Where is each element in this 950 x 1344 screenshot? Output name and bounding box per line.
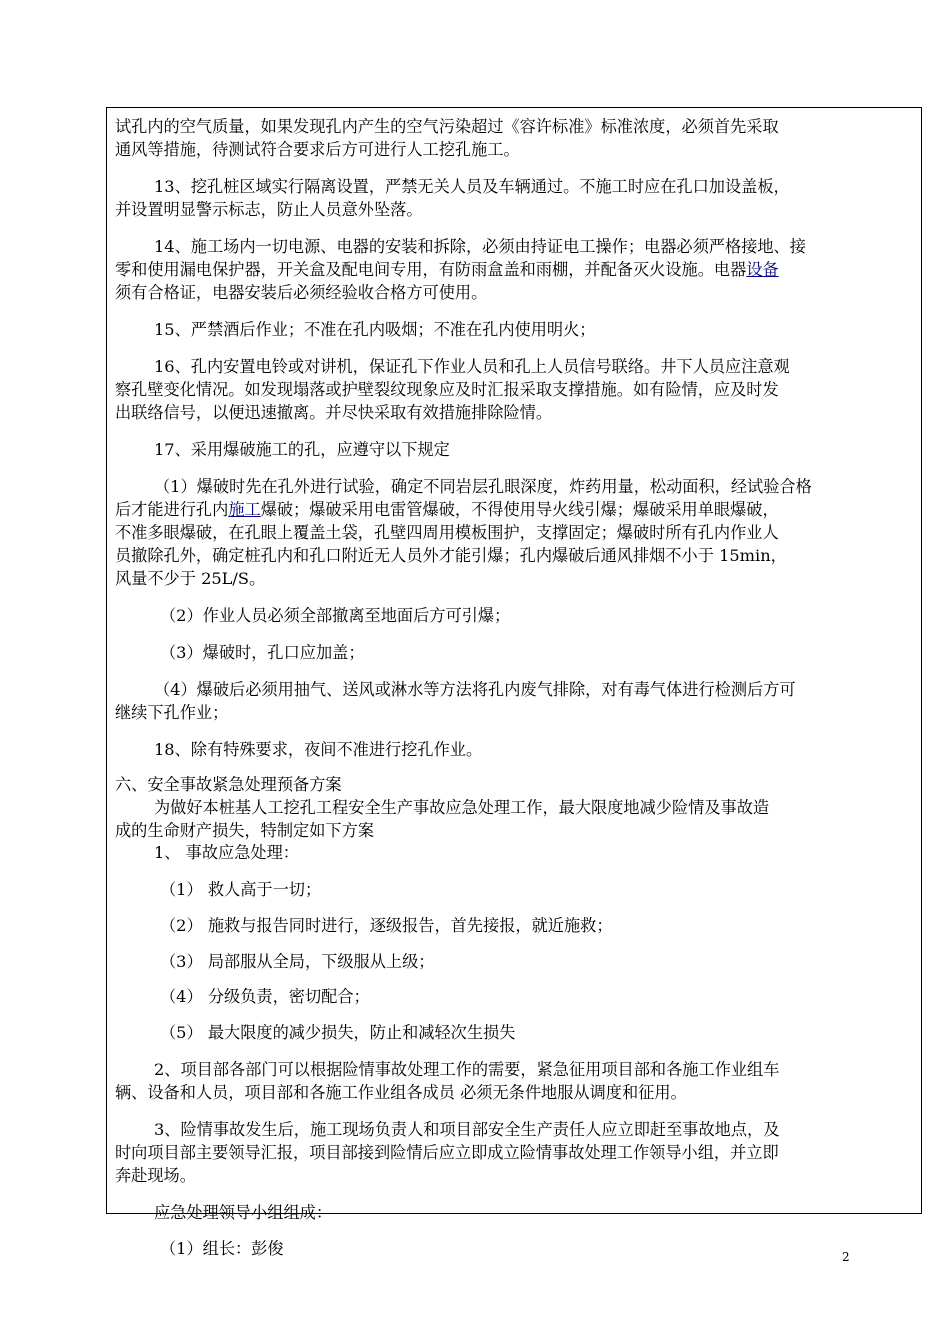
link-equipment[interactable]: 设备 xyxy=(746,260,779,279)
document-frame: 试孔内的空气质量，如果发现孔内产生的空气污染超过《容许标准》标准浓度，必须首先采取 通风等措施，待测试符合要求后方可进行人工挖孔施工。 13、挖孔桩区域实行隔离设置，严禁无关人员及车辆通过。不施工时应在孔口加设盖板， 并设置明显警示标志，防止人员意外坠落。 14、施工场内一切电源、电器的安装和拆除，必须由持证电工操作；电器必须严格接地、接 零和使用漏电保护器，开关盒及配电间专用，有防雨盒盖和雨棚，并配备灭火设施。电器设备 须有合格证，电器安装后必须经验收合格方可使用。 15、严禁酒后作业；不准在孔内吸烟；不准在孔内使用明火； 16、孔内安置电铃或对讲机，保证孔下作业人员和孔上人员信号联络。井下人员应注意观 察孔壁变化情况。如发现塌落或护壁裂纹现象应及时汇报采取支撑措施。如有险情，应及时发 出联络信号，以便迅速撤离。并尽快采取有效措施排除险情。 17、采用爆破施工的孔，应遵守以下规定 （1）爆破时先在孔外进行试验，确定不同岩层孔眼深度，炸药用量，松动面积，经试验合格 后才能进行孔内施工爆破；爆破采用电雷管爆破，不得使用导火线引爆；爆破采用单眼爆破， 不准多眼爆破，在孔眼上覆盖土袋，孔壁四周用模板围护，支撑固定；爆破时所有孔内作业人 员撤除孔外，确定桩孔内和孔口附近无人员外才能引爆；孔内爆破后通风排烟不小于 15min， 风量不少于 25L/S。 （2）作业人员必须全部撤离至地面后方可引爆； （3）爆破时，孔口应加盖； （4）爆破后必须用抽气、送风或淋水等方法将孔内废气排除，对有毒气体进行检测后方可 继续下孔作业； 18、除有特殊要求，夜间不准进行挖孔作业。 六、安全事故紧急处理预备方案 为做好本桩基人工挖孔工程安全生产事故应急处理工作，最大限度地减少险情及事故造 成的生命财产损失，特制定如下方案 1、 事故应急处理： （1） 救人高于一切； （2） 施救与报告同时进行，逐级报告，首先接报，就近施救； （3） 局部服从全局，下级服从上级； （4） 分级负责，密切配合； （5） 最大限度的减少损失，防止和减轻次生损失 2、项目部各部门可以根据险情事故处理工作的需要，紧急征用项目部和各施工作业组车 辆、设备和人员，项目部和各施工作业组各成员 必须无条件地服从调度和征用。 3、险情事故发生后，施工现场负责人和项目部安全生产责任人应立即赶至事故地点，及 时向项目部主要领导汇报，项目部接到险情后应立即成立险情事故处理工作领导小组，并立即 奔赴现场。 应急处理领导小组组成： （1）组长：彭俊 xyxy=(106,107,922,1214)
page-number: 2 xyxy=(842,1250,850,1264)
link-construction[interactable]: 施工 xyxy=(228,500,261,519)
